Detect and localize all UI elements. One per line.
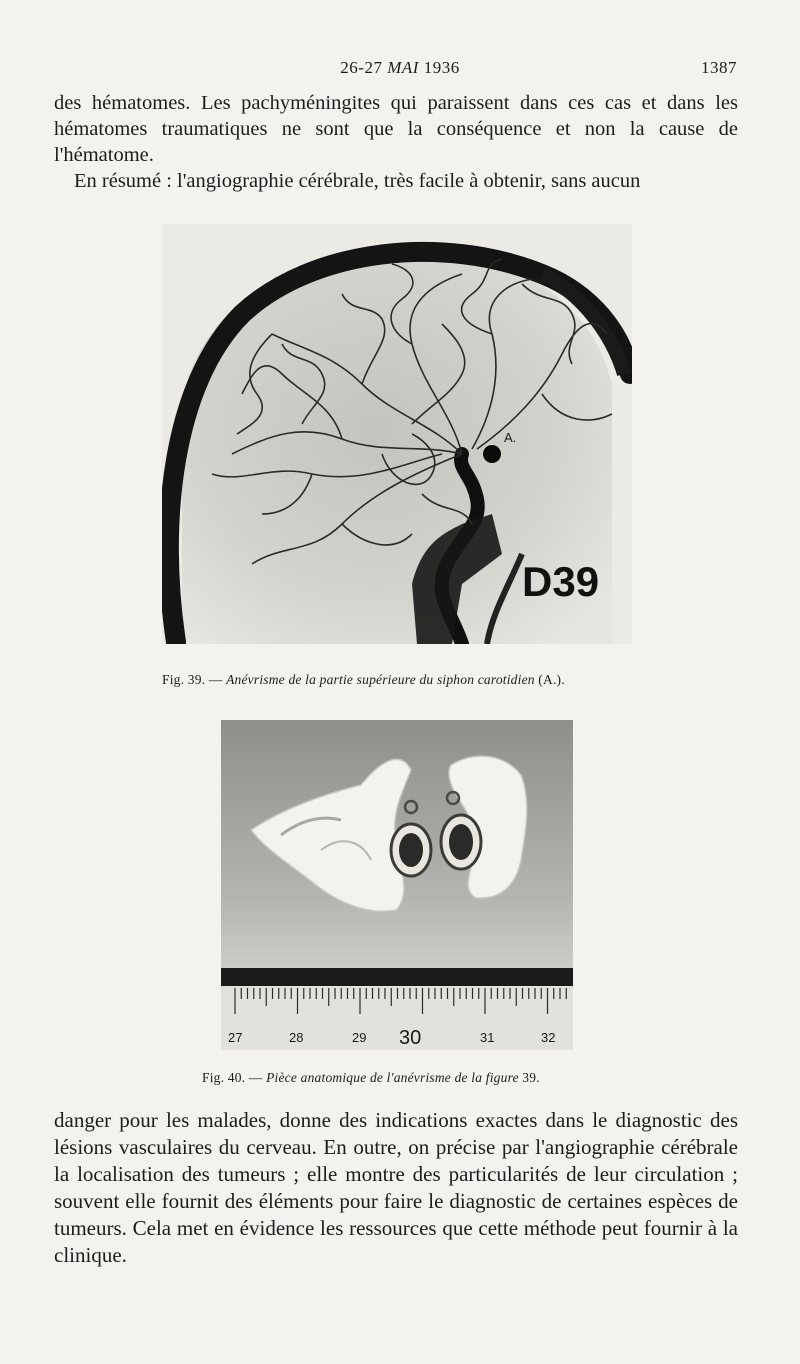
ruler-number-27: 27 [228, 1030, 243, 1045]
bottom-text-block [54, 1107, 738, 1269]
angiogram-image [162, 224, 632, 644]
aneurysm-label: A. [504, 430, 517, 445]
figure-40-caption [202, 1070, 540, 1086]
ruler-number-30: 30 [399, 1027, 422, 1049]
figure-39-angiogram [162, 224, 632, 644]
specimen-photo [221, 720, 573, 1050]
caption-39-suffix: (A.). [534, 672, 565, 687]
page-number: 1387 [701, 58, 737, 77]
caption-39-text: Anévrisme de la partie supérieure du siphon carotidien [226, 672, 535, 687]
ruler-number-29: 29 [352, 1030, 367, 1045]
date-year: 1936 [418, 58, 460, 77]
caption-39-dash: — [205, 672, 227, 687]
paragraph-conclusion: danger pour les malades, donne des indications exactes dans le diagnostic des lésions vasculaires du cerveau. En outre, on précise par l'angiographie cérébrale la localisation des tumeurs ; elle montre des particularités de leur circulation ; souvent elle fournit des éléments pour faire le diagnostic de certaines espèces de tumeurs. Cela met en évidence les ressources que cette méthode peut fournir à la clinique. [54, 1108, 738, 1267]
caption-40-text: Pièce anatomique de l'anévrisme de la [266, 1070, 483, 1085]
caption-39-number: Fig. 39. [162, 672, 206, 687]
ruler-number-32: 32 [541, 1030, 556, 1045]
caption-40-dash: — [245, 1070, 267, 1085]
running-head [0, 58, 800, 82]
date-days: 26-27 [340, 58, 388, 77]
figure-40-specimen [221, 720, 573, 1050]
plate-label: D39 [522, 558, 600, 605]
aneurysm-marker [483, 445, 501, 463]
date-month: MAI [387, 58, 419, 77]
ruler-number-31: 31 [480, 1030, 495, 1045]
ruler-number-28: 28 [289, 1030, 304, 1045]
top-text-block [54, 90, 738, 194]
paragraph-continuation: des hématomes. Les pachyméningites qui paraissent dans ces cas et dans les hématomes traumatiques ne sont que la conséquence et non la cause de l'hématome. [54, 92, 738, 166]
running-head-date [0, 58, 800, 78]
caption-40-suffix: 39. [518, 1070, 540, 1085]
caption-40-figure-word: figure [482, 1070, 519, 1085]
figure-39-caption [162, 672, 565, 688]
caption-40-number: Fig. 40. [202, 1070, 246, 1085]
paragraph-summary: En résumé : l'angiographie cérébrale, très facile à obtenir, sans aucun [74, 170, 641, 192]
